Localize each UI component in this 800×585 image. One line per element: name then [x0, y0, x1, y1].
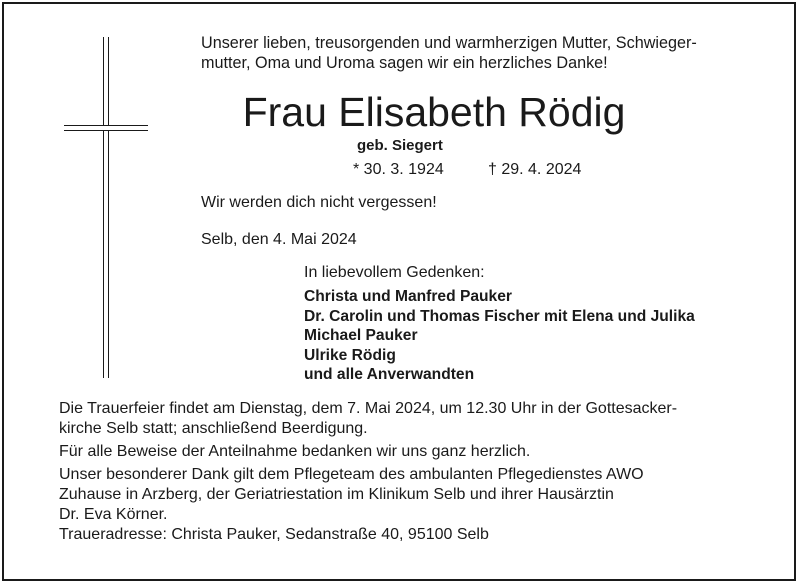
mourner-item: Christa und Manfred Pauker [304, 288, 512, 305]
mourning-address: Traueradresse: Christa Pauker, Sedanstraße 40, 95100 Selb [59, 526, 489, 543]
in-memory-heading: In liebevollem Gedenken: [304, 264, 485, 281]
care-line: Zuhause in Arzberg, der Geriatriestation im Klinikum Selb und ihrer Hausärztin [59, 486, 614, 503]
intro-line: Unserer lieben, treusorgenden und warmherzigen Mutter, Schwieger- [201, 34, 697, 52]
deceased-name: Frau Elisabeth Rödig [242, 89, 626, 135]
care-thanks [59, 465, 644, 525]
intro-text [201, 33, 697, 73]
remembrance-text: Wir werden dich nicht vergessen! [201, 194, 437, 211]
death-date: † 29. 4. 2024 [488, 161, 582, 178]
mourner-item: Dr. Carolin und Thomas Fischer mit Elena und Julika [304, 307, 695, 325]
mourner-item: Ulrike Rödig [304, 346, 396, 364]
funeral-line: kirche Selb statt; anschließend Beerdigung. [59, 420, 368, 437]
birth-date: * 30. 3. 1924 [353, 161, 444, 178]
care-line: Dr. Eva Körner. [59, 506, 168, 523]
funeral-line: Die Trauerfeier findet am Dienstag, dem 7. Mai 2024, um 12.30 Uhr in der Gottesacker- [59, 400, 678, 417]
mourners-list [304, 287, 695, 385]
mourner-item: Michael Pauker [304, 327, 418, 344]
maiden-name: geb. Siegert [357, 137, 443, 154]
intro-line: mutter, Oma und Uroma sagen wir ein herzliches Danke! [201, 54, 608, 72]
mourner-item: und alle Anverwandten [304, 366, 475, 383]
funeral-info [59, 399, 677, 439]
thanks-text: Für alle Beweise der Anteilnahme bedanken wir uns ganz herzlich. [59, 443, 531, 460]
place-date: Selb, den 4. Mai 2024 [201, 231, 357, 248]
care-line: Unser besonderer Dank gilt dem Pflegeteam des ambulanten Pflegedienstes AWO [59, 466, 644, 483]
